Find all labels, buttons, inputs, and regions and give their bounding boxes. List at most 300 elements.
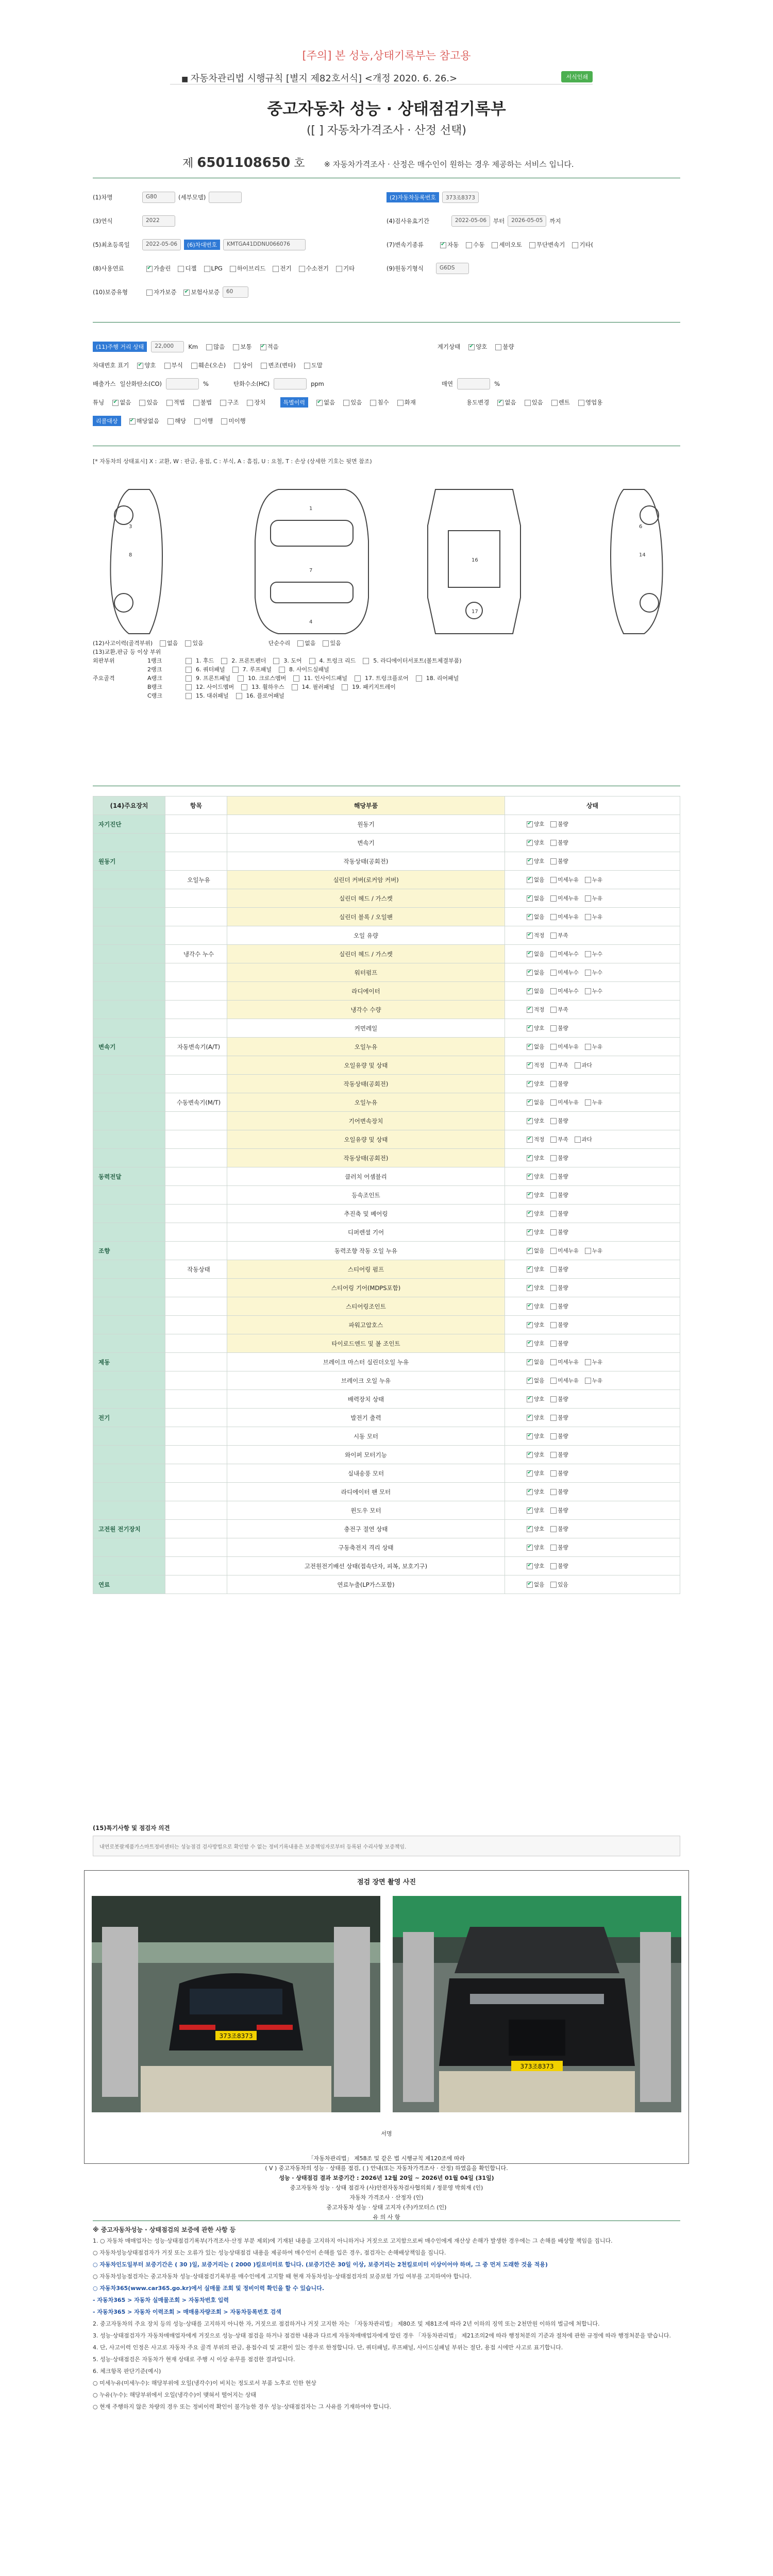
device-category: [93, 963, 165, 982]
part-label-17: 17: [472, 609, 478, 615]
device-state[interactable]: [505, 852, 680, 871]
recall-opt-notdone[interactable]: 미이행: [217, 417, 245, 425]
state-checkbox[interactable]: [585, 1378, 591, 1384]
state-checkbox[interactable]: [527, 877, 533, 883]
state-option-label: 누수: [592, 988, 603, 994]
tuning-opt-device[interactable]: 장치: [243, 398, 265, 406]
guide-paragraph: ○ 자동차성능점검자는 중고자동차 성능·상태점검기록부를 매수인에게 고지할 때 현재 자동차성능·상태점검자의 보증보험 가입 여부를 고지하여야 합니다.: [93, 2273, 472, 2280]
device-subcategory: [165, 1186, 227, 1205]
special-opt-fire[interactable]: 화재: [393, 398, 416, 406]
inspection-to-field[interactable]: 2026-05-05: [508, 215, 546, 227]
device-category: [93, 1019, 165, 1038]
tuning-opt-structure[interactable]: 구조: [216, 398, 239, 406]
state-checkbox[interactable]: [550, 951, 557, 957]
device-state[interactable]: [505, 963, 680, 982]
state-checkbox[interactable]: [527, 1285, 533, 1291]
state-checkbox[interactable]: [527, 1211, 533, 1217]
fuel-opt-hybrid[interactable]: 하이브리드: [226, 264, 266, 273]
device-part: 냉각수 수량: [227, 1001, 505, 1019]
device-category: [93, 1316, 165, 1334]
detail-model-field[interactable]: [209, 192, 242, 203]
state-checkbox[interactable]: [527, 914, 533, 920]
state-checkbox[interactable]: [585, 914, 591, 920]
state-checkbox[interactable]: [550, 1155, 557, 1161]
state-checkbox[interactable]: [527, 1303, 533, 1310]
state-checkbox[interactable]: [527, 970, 533, 976]
state-checkbox[interactable]: [527, 1359, 533, 1365]
state-checkbox[interactable]: [550, 877, 557, 883]
device-subcategory: 냉각수 누수: [165, 945, 227, 963]
table-row: [93, 908, 680, 926]
reference-notice: [주의] 본 성능,상태기록부는 참고용: [302, 49, 471, 62]
table-row: [93, 1427, 680, 1446]
first-reg-label: (5)최초등록일: [93, 241, 130, 248]
state-option-label: 없음: [534, 914, 545, 920]
state-option-label: 불량: [558, 1433, 568, 1439]
state-checkbox[interactable]: [550, 840, 557, 846]
state-checkbox[interactable]: [585, 1044, 591, 1050]
warranty-field[interactable]: 60: [223, 286, 248, 298]
state-checkbox[interactable]: [527, 858, 533, 865]
state-checkbox[interactable]: [550, 970, 557, 976]
tuning-opt-yes[interactable]: 있음: [135, 398, 158, 406]
device-state[interactable]: [505, 1316, 680, 1334]
device-state[interactable]: [505, 982, 680, 1001]
state-checkbox[interactable]: [550, 1433, 557, 1439]
state-option-label: 불량: [558, 1322, 568, 1328]
device-part: 연료누출(LP가스포함): [227, 1575, 505, 1594]
meter-opt-bad[interactable]: 불량: [491, 343, 514, 351]
state-option-label: 없음: [534, 1248, 545, 1254]
vin-mark-opt-rust[interactable]: 부식: [160, 361, 183, 369]
usage-opt-yes[interactable]: 있음: [520, 398, 543, 406]
device-state[interactable]: [505, 1038, 680, 1056]
device-subcategory: [165, 1242, 227, 1260]
state-option-label: 누유: [592, 877, 603, 883]
special-opt-yes[interactable]: 있음: [339, 398, 362, 406]
smoke-field[interactable]: [457, 378, 490, 389]
state-option-label: 없음: [534, 895, 545, 902]
state-checkbox[interactable]: [527, 1266, 533, 1273]
state-checkbox[interactable]: [550, 988, 557, 994]
state-checkbox[interactable]: [527, 1378, 533, 1384]
state-checkbox[interactable]: [550, 1303, 557, 1310]
state-checkbox[interactable]: [585, 970, 591, 976]
state-checkbox[interactable]: [527, 1563, 533, 1569]
device-category: [93, 1056, 165, 1075]
state-option-label: 불량: [558, 1155, 568, 1161]
special-opt-flood[interactable]: 침수: [366, 398, 389, 406]
state-checkbox[interactable]: [527, 1007, 533, 1013]
fuel-opt-hydrogen[interactable]: 수소전기: [295, 264, 329, 273]
state-option-label: 양호: [534, 1174, 545, 1180]
state-checkbox[interactable]: [550, 1007, 557, 1013]
state-checkbox[interactable]: [550, 1396, 557, 1402]
device-state[interactable]: [505, 1334, 680, 1353]
device-part: 원동기: [227, 815, 505, 834]
state-checkbox[interactable]: [550, 1229, 557, 1235]
mileage-opt-normal[interactable]: 보통: [229, 343, 251, 351]
usage-opt-none[interactable]: ✔ 없음: [493, 398, 516, 406]
mileage-opt-high[interactable]: 많음: [202, 343, 225, 351]
device-part: 추진축 및 베어링: [227, 1205, 505, 1223]
detail-model-label: (세부모델): [178, 194, 206, 201]
fuel-opt-other[interactable]: 기타: [332, 264, 355, 273]
state-option-label: 불량: [558, 840, 568, 846]
tuning-opt-illegal[interactable]: 불법: [189, 398, 212, 406]
recall-opt-done[interactable]: 이행: [190, 417, 213, 425]
warranty-opt-insurance[interactable]: ✔ 보험사보증: [179, 288, 220, 296]
state-checkbox[interactable]: [550, 1081, 557, 1087]
table-row: [93, 1557, 680, 1575]
state-checkbox[interactable]: [550, 1582, 557, 1588]
device-state[interactable]: [505, 1112, 680, 1130]
device-part: 워터펌프: [227, 963, 505, 982]
device-category: [93, 1297, 165, 1316]
state-checkbox[interactable]: [550, 914, 557, 920]
state-checkbox[interactable]: [527, 1415, 533, 1421]
fuel-opt-gasoline[interactable]: ✔ 가솔린: [142, 264, 171, 273]
state-checkbox[interactable]: [527, 1507, 533, 1514]
simple-opt-none[interactable]: 없음: [293, 639, 315, 648]
recall-opt-na[interactable]: ✔ 해당없음: [125, 417, 159, 425]
fuel-opt-diesel[interactable]: 디젤: [174, 264, 196, 273]
state-checkbox[interactable]: [527, 933, 533, 939]
state-checkbox[interactable]: [527, 1582, 533, 1588]
device-part: 고전원전기배선 상태(접속단자, 피복, 보호기구): [227, 1557, 505, 1575]
warranty-label: (10)보증유형: [93, 289, 128, 296]
year-field[interactable]: 2022: [142, 215, 175, 227]
device-state[interactable]: [505, 1575, 680, 1594]
vin-field[interactable]: KMTGA41DDNU066076: [223, 239, 306, 250]
state-checkbox[interactable]: [527, 1452, 533, 1458]
print-form-button[interactable]: 서식인쇄: [561, 71, 593, 82]
state-checkbox[interactable]: [550, 1044, 557, 1050]
state-checkbox[interactable]: [550, 1378, 557, 1384]
device-state[interactable]: [505, 1186, 680, 1205]
col-header-part: 해당부품: [227, 796, 505, 815]
state-checkbox[interactable]: [527, 1396, 533, 1402]
state-checkbox[interactable]: [527, 1322, 533, 1328]
state-option-label: 있음: [558, 1582, 568, 1588]
table-row: [93, 963, 680, 982]
device-state[interactable]: [505, 908, 680, 926]
state-option-label: 불량: [558, 1266, 568, 1273]
table-row: [93, 815, 680, 834]
device-state[interactable]: [505, 1279, 680, 1297]
state-checkbox[interactable]: [527, 1118, 533, 1124]
simple-opt-yes[interactable]: 있음: [318, 639, 341, 648]
state-checkbox[interactable]: [550, 1137, 557, 1143]
state-option-label: 불량: [558, 1118, 568, 1124]
device-state[interactable]: [505, 1205, 680, 1223]
state-checkbox[interactable]: [550, 1563, 557, 1569]
state-checkbox[interactable]: [550, 1341, 557, 1347]
device-state[interactable]: [505, 1501, 680, 1520]
state-option-label: 양호: [534, 1229, 545, 1235]
state-checkbox[interactable]: [527, 1174, 533, 1180]
device-state[interactable]: [505, 1297, 680, 1316]
state-checkbox[interactable]: [550, 1211, 557, 1217]
device-category: [93, 1223, 165, 1242]
device-state[interactable]: [505, 1093, 680, 1112]
device-state[interactable]: [505, 1242, 680, 1260]
meter-opt-good[interactable]: ✔ 양호: [464, 343, 487, 351]
state-checkbox[interactable]: [585, 988, 591, 994]
device-state[interactable]: [505, 1390, 680, 1409]
state-checkbox[interactable]: [550, 1118, 557, 1124]
state-checkbox[interactable]: [550, 1359, 557, 1365]
guide-paragraph: 1. ○ 자동차 매매업자는 성능·상태점검기록부(가격조사·산정 부분 제외)에 기재된 내용을 고지하지 아니하거나 거짓으로 고지함으로써 매수인에게 재산상 손해가 발생한 경우에는 그 손해를 배상할 책임을 집니다.: [93, 2238, 613, 2244]
mileage-field[interactable]: 22,000: [151, 341, 184, 352]
device-subcategory: [165, 1334, 227, 1353]
vin-mark-opt-damage[interactable]: 훼손(오손): [187, 361, 226, 369]
state-checkbox[interactable]: [575, 1062, 581, 1069]
state-checkbox[interactable]: [550, 1415, 557, 1421]
state-checkbox[interactable]: [527, 895, 533, 902]
tuning-opt-legal[interactable]: 적법: [162, 398, 185, 406]
state-checkbox[interactable]: [585, 877, 591, 883]
state-checkbox[interactable]: [585, 1359, 591, 1365]
page-subtitle: ([ ] 자동차가격조사 · 산정 선택): [306, 124, 467, 137]
state-option-label: 양호: [534, 1118, 545, 1124]
certification-block: [0, 2154, 773, 2222]
state-checkbox[interactable]: [550, 858, 557, 865]
device-state[interactable]: [505, 1353, 680, 1371]
state-option-label: 과다: [581, 1137, 592, 1143]
guide-heading: ※ 중고자동차성능 · 상태점검의 보증에 관한 사항 등: [93, 2226, 236, 2233]
device-subcategory: [165, 1112, 227, 1130]
device-subcategory: [165, 1353, 227, 1371]
table-row: [93, 982, 680, 1001]
state-checkbox[interactable]: [527, 821, 533, 827]
state-option-label: 양호: [534, 858, 545, 865]
device-state[interactable]: [505, 1371, 680, 1390]
state-checkbox[interactable]: [550, 1062, 557, 1069]
device-part: 브레이크 마스터 실린더오일 누유: [227, 1353, 505, 1371]
state-checkbox[interactable]: [550, 1526, 557, 1532]
device-subcategory: [165, 1501, 227, 1520]
table-row: [93, 1446, 680, 1464]
state-checkbox[interactable]: [527, 951, 533, 957]
state-checkbox[interactable]: [527, 1248, 533, 1254]
state-checkbox[interactable]: [550, 1452, 557, 1458]
state-checkbox[interactable]: [527, 1155, 533, 1161]
state-checkbox[interactable]: [550, 1099, 557, 1106]
state-checkbox[interactable]: [550, 1266, 557, 1273]
state-checkbox[interactable]: [550, 1248, 557, 1254]
device-state[interactable]: [505, 1520, 680, 1538]
device-subcategory: [165, 1557, 227, 1575]
mileage-opt-low[interactable]: ✔ 적음: [256, 343, 279, 351]
state-checkbox[interactable]: [550, 1025, 557, 1031]
cert-suffix: 호: [294, 157, 305, 170]
special-notes-box: 내연로봇팔제품가스마트정비센터는 성능점검 검사방법으로 확인할 수 없는 정비기록내용은 보증책임자로부터 등록된 수리사항 보증책임.: [93, 1836, 680, 1856]
state-checkbox[interactable]: [527, 1545, 533, 1551]
device-state[interactable]: [505, 1427, 680, 1446]
state-checkbox[interactable]: [527, 1489, 533, 1495]
device-state[interactable]: [505, 871, 680, 889]
state-checkbox[interactable]: [527, 1470, 533, 1477]
table-header-row: [93, 796, 680, 815]
state-checkbox[interactable]: [527, 1526, 533, 1532]
state-checkbox[interactable]: [585, 1248, 591, 1254]
car-name-field[interactable]: G80: [142, 192, 175, 203]
state-checkbox[interactable]: [585, 1099, 591, 1106]
device-state[interactable]: [505, 1223, 680, 1242]
state-checkbox[interactable]: [550, 1470, 557, 1477]
state-checkbox[interactable]: [527, 1341, 533, 1347]
device-state[interactable]: [505, 926, 680, 945]
state-checkbox[interactable]: [527, 1062, 533, 1069]
co-field[interactable]: [166, 378, 199, 389]
device-part: 실린더 블록 / 오일팬: [227, 908, 505, 926]
state-option-label: 불량: [558, 1192, 568, 1198]
state-checkbox[interactable]: [527, 1099, 533, 1106]
device-part: 디퍼렌셜 기어: [227, 1223, 505, 1242]
device-part: 오일유량 및 상태: [227, 1056, 505, 1075]
hc-field[interactable]: [274, 378, 307, 389]
special-opt-none[interactable]: ✔ 없음: [312, 398, 335, 406]
state-option-label: 불량: [558, 1211, 568, 1217]
state-checkbox[interactable]: [527, 1433, 533, 1439]
inspection-from-field[interactable]: 2022-05-06: [451, 215, 490, 227]
fuel-opt-lpg[interactable]: LPG: [200, 265, 223, 272]
device-subcategory: [165, 1223, 227, 1242]
trans-opt-manual[interactable]: 수동: [462, 241, 484, 249]
reg-number-label: (2)자동차등록번호: [386, 192, 439, 202]
state-checkbox[interactable]: [550, 1322, 557, 1328]
part-label-8: 8: [129, 552, 132, 558]
usage-opt-business[interactable]: 영업용: [574, 398, 602, 406]
device-state[interactable]: [505, 945, 680, 963]
device-part: 스티어링 펌프: [227, 1260, 505, 1279]
device-state[interactable]: [505, 815, 680, 834]
photo-front-image: [393, 1896, 681, 2112]
accident-history-label: (12)사고이력(골격부위): [93, 640, 153, 647]
device-state[interactable]: [505, 1019, 680, 1038]
device-state[interactable]: [505, 889, 680, 908]
reg-number-field[interactable]: 373조8373: [442, 192, 479, 203]
device-state[interactable]: [505, 1446, 680, 1464]
state-checkbox[interactable]: [527, 1081, 533, 1087]
device-part: 브레이크 오일 누유: [227, 1371, 505, 1390]
state-checkbox[interactable]: [550, 1174, 557, 1180]
device-state[interactable]: [505, 1130, 680, 1149]
state-checkbox[interactable]: [585, 895, 591, 902]
recall-opt-yes[interactable]: 해당: [163, 417, 186, 425]
vin-mark-opt-good[interactable]: ✔ 양호: [133, 361, 156, 369]
vin-mark-opt-painted[interactable]: 도말: [300, 361, 323, 369]
tuning-opt-none[interactable]: ✔ 없음: [108, 398, 131, 406]
device-category: [93, 1001, 165, 1019]
state-checkbox[interactable]: [527, 988, 533, 994]
accident-opt-yes[interactable]: 있음: [181, 639, 203, 648]
accident-opt-none[interactable]: 없음: [156, 639, 178, 648]
smoke-unit: %: [494, 380, 500, 387]
state-checkbox[interactable]: [527, 1192, 533, 1198]
device-state[interactable]: [505, 1409, 680, 1427]
device-category: [93, 1538, 165, 1557]
state-checkbox[interactable]: [550, 1192, 557, 1198]
trans-opt-other[interactable]: 기타(: [568, 241, 593, 249]
state-checkbox[interactable]: [527, 1044, 533, 1050]
table-row: [93, 1371, 680, 1390]
device-subcategory: [165, 1520, 227, 1538]
table-row: [93, 1334, 680, 1353]
cert-line: ( V ) 중고자동차의 성능 · 상태를 점검, ( ) 안내(또는 자동차가격조사 · 산정) 하였음을 확인합니다.: [265, 2165, 508, 2172]
photo-rear-image: [92, 1896, 380, 2112]
vin-mark-opt-diff[interactable]: 상이: [230, 361, 253, 369]
vin-mark-opt-altered[interactable]: 변조(변타): [257, 361, 295, 369]
state-checkbox[interactable]: [550, 1545, 557, 1551]
fuel-label: (8)사용연료: [93, 265, 124, 272]
state-checkbox[interactable]: [527, 1025, 533, 1031]
engine-field[interactable]: G6DS: [436, 263, 469, 274]
special-notes-label: (15)특기사항 및 점검자 의견: [93, 1824, 170, 1832]
device-part: 작동상태(공회전): [227, 852, 505, 871]
state-checkbox[interactable]: [550, 1285, 557, 1291]
device-part: 오일유량 및 상태: [227, 1130, 505, 1149]
state-checkbox[interactable]: [585, 951, 591, 957]
warranty-opt-self[interactable]: 자가보증: [142, 288, 176, 296]
part-label-6: 6: [639, 524, 643, 530]
engine-label: (9)원동기형식: [386, 265, 424, 272]
device-subcategory: [165, 1390, 227, 1409]
device-state[interactable]: [505, 1056, 680, 1075]
device-category: [93, 1483, 165, 1501]
device-part: 충전구 절연 상태: [227, 1520, 505, 1538]
device-subcategory: 오일누유: [165, 871, 227, 889]
usage-opt-rent[interactable]: 렌트: [547, 398, 570, 406]
trans-opt-cvt[interactable]: 무단변속기: [525, 241, 565, 249]
state-checkbox[interactable]: [550, 895, 557, 902]
state-checkbox[interactable]: [527, 1137, 533, 1143]
device-state[interactable]: [505, 1483, 680, 1501]
first-reg-field[interactable]: 2022-05-06: [142, 239, 181, 250]
device-state[interactable]: [505, 1464, 680, 1483]
trans-opt-auto[interactable]: ✔ 자동: [436, 241, 459, 249]
device-state[interactable]: [505, 1538, 680, 1557]
fuel-opt-electric[interactable]: 전기: [268, 264, 291, 273]
state-checkbox[interactable]: [575, 1137, 581, 1143]
device-state[interactable]: [505, 1167, 680, 1186]
state-checkbox[interactable]: [550, 821, 557, 827]
device-state[interactable]: [505, 834, 680, 852]
state-checkbox[interactable]: [550, 1489, 557, 1495]
state-checkbox[interactable]: [527, 1229, 533, 1235]
car-diagrams: [93, 479, 680, 639]
state-checkbox[interactable]: [527, 840, 533, 846]
state-option-label: 불량: [558, 1174, 568, 1180]
state-option-label: 미세누수: [558, 970, 579, 976]
device-state[interactable]: [505, 1001, 680, 1019]
device-state[interactable]: [505, 1149, 680, 1167]
state-checkbox[interactable]: [550, 933, 557, 939]
table-row: [93, 1167, 680, 1186]
device-part: 커먼레일: [227, 1019, 505, 1038]
device-subcategory: [165, 815, 227, 834]
device-subcategory: [165, 908, 227, 926]
guide-paragraph: 5. 성능·상태점검은 자동차가 현재 상태로 주행 시 이상 유무를 점검한 결과입니다.: [93, 2356, 295, 2363]
state-option-label: 양호: [534, 1285, 545, 1291]
device-state[interactable]: [505, 1557, 680, 1575]
state-checkbox[interactable]: [550, 1507, 557, 1514]
device-state[interactable]: [505, 1260, 680, 1279]
trans-opt-semi[interactable]: 세미오토: [488, 241, 522, 249]
device-state[interactable]: [505, 1075, 680, 1093]
state-option-label: 양호: [534, 1025, 545, 1031]
